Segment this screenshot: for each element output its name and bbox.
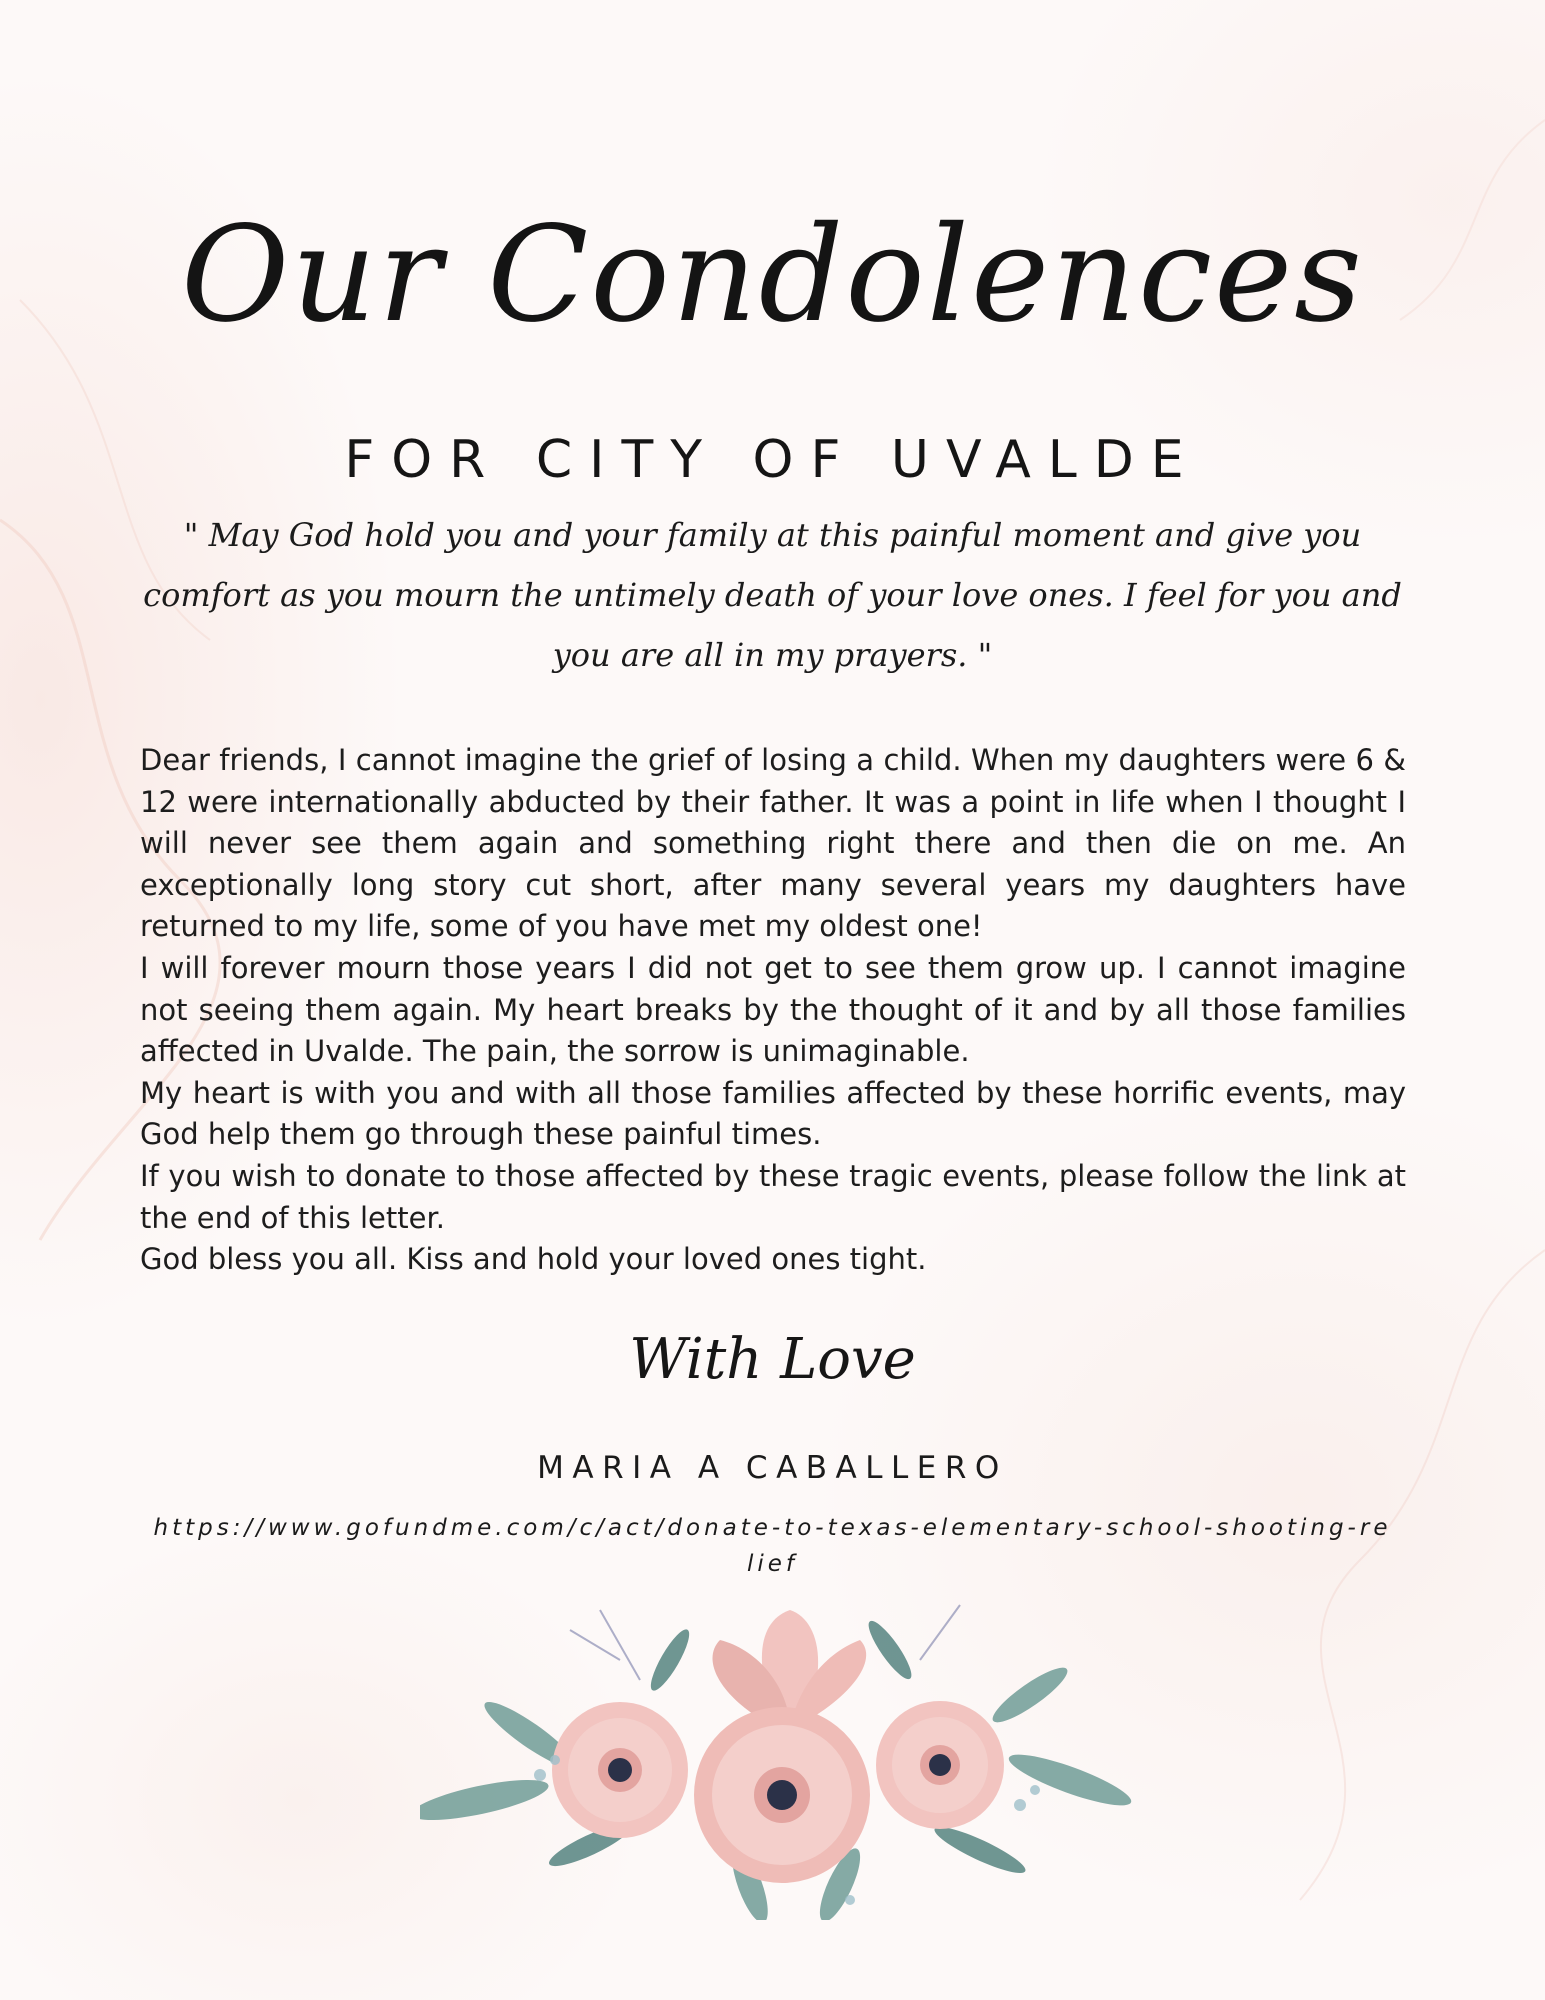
closing-text: With Love <box>629 1327 916 1392</box>
letter-paragraph: My heart is with you and with all those families affected by these horrific events, may God help them go through these painful times. <box>140 1075 1406 1152</box>
signature-name: MARIA A CABALLERO <box>537 1450 1008 1486</box>
page-subtitle: FOR CITY OF UVALDE <box>344 430 1201 490</box>
letter-paragraph: I will forever mourn those years I did not get to see them grow up. I cannot imagine not seeing them again. My heart breaks by the thought of it and by all those families affected in Uvalde. The pain, the sorrow is unimaginable. <box>140 950 1406 1069</box>
letter-paragraph: If you wish to donate to those affected by these tragic events, please follow the link at the end of this letter. <box>140 1158 1406 1235</box>
letter-body <box>140 740 1406 1281</box>
letter-paragraph: God bless you all. Kiss and hold your loved ones tight. <box>140 1242 927 1277</box>
donation-link[interactable]: https://www.gofundme.com/c/act/donate-to-texas-elementary-school-shooting-relief <box>153 1515 1392 1577</box>
floral-bouquet-icon <box>420 1600 1140 1920</box>
page-title: Our Condolences <box>181 198 1364 352</box>
condolence-quote: " May God hold you and your family at this painful moment and give you comfort as you mourn the untimely death of your love ones. I feel for you and you are all in my prayers. " <box>143 516 1402 674</box>
letter-paragraph: Dear friends, I cannot imagine the grief of losing a child. When my daughters were 6 & 12 were internationally abducted by their father. It was a point in life when I thought I will never see them again and something right there and then die on me. An exceptionally long story cut short, after many several years my daughters have returned to my life, some of you have met my oldest one! <box>140 743 1406 944</box>
